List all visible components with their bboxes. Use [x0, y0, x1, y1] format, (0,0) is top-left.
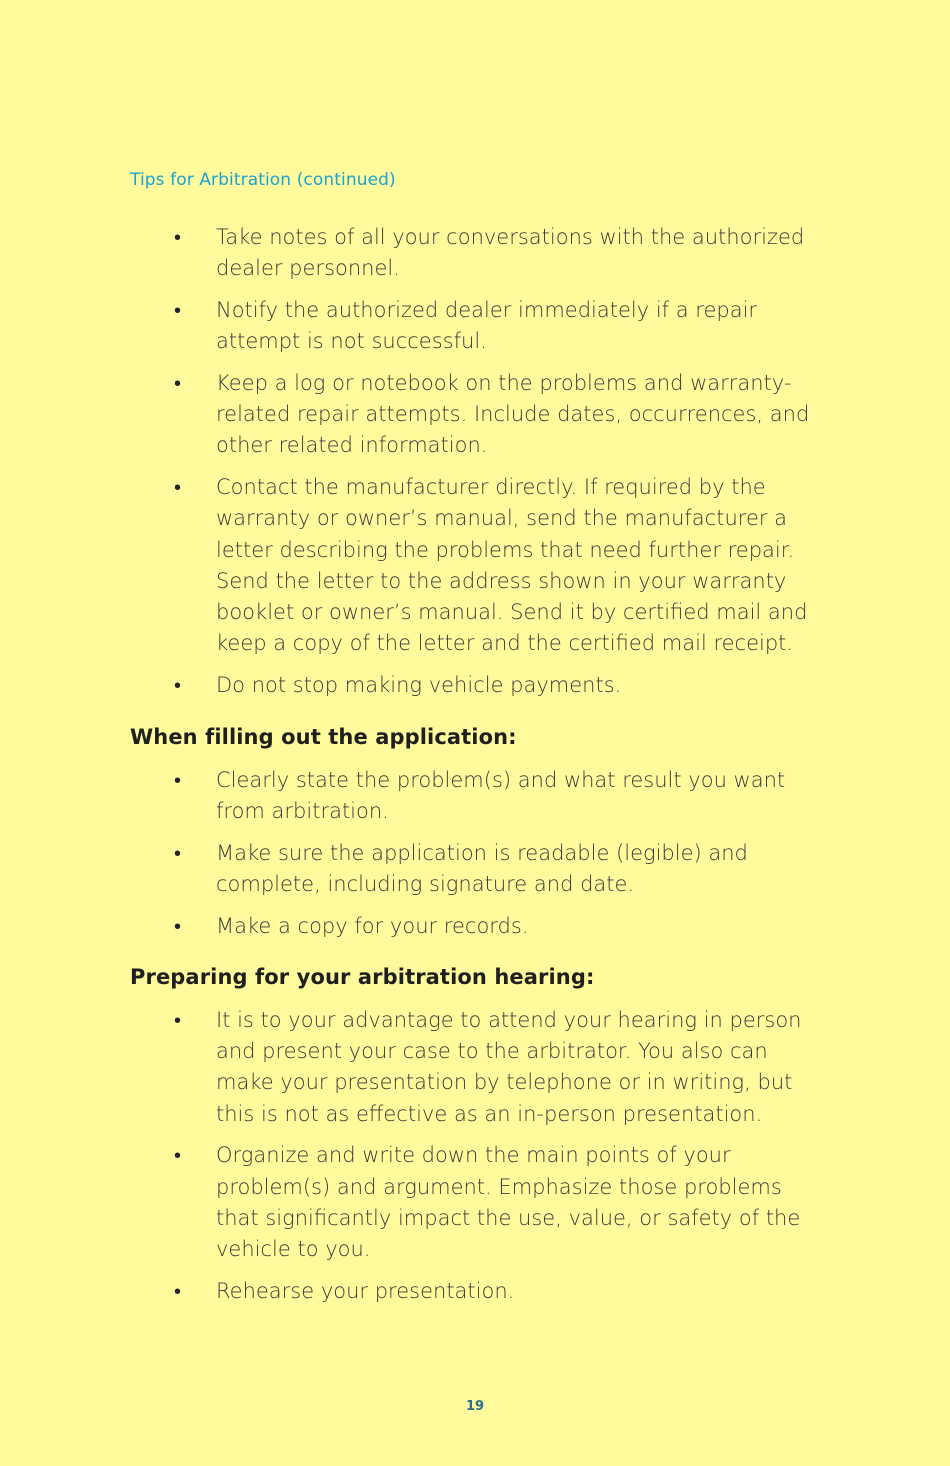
list-item	[130, 911, 820, 942]
bullet-icon: •	[174, 225, 182, 249]
bullet-text: Take notes of all your conversations with the authorized dealer personnel.	[216, 225, 805, 281]
bullet-text: Notify the authorized dealer immediately if a repair attempt is not successful.	[216, 298, 758, 354]
bullet-icon: •	[174, 673, 182, 698]
page-number: 19	[465, 1399, 485, 1414]
bullet-icon: •	[174, 475, 182, 500]
bullet-text: Contact the manufacturer directly. If required by the warranty or owner’s manual, send the manufacturer a letter describing the problems that need further repair. Send the letter to the address shown in your warranty booklet or owner’s manual. Send it by certified mail and keep a copy of the letter and the certified mail receipt.	[216, 475, 808, 656]
bullet-icon: •	[174, 371, 182, 395]
intro-bullet-list	[130, 222, 820, 701]
bullet-icon: •	[174, 1008, 182, 1032]
bullet-text: Clearly state the problem(s) and what result you want from arbitration.	[216, 768, 786, 824]
list-item	[130, 765, 820, 827]
bullet-icon: •	[174, 914, 182, 938]
list-item	[130, 838, 820, 900]
hearing-heading: Preparing for your arbitration hearing:	[130, 965, 595, 989]
bullet-text: Make a copy for your records.	[216, 914, 529, 938]
list-item	[130, 295, 820, 357]
list-item	[130, 670, 820, 701]
list-item	[130, 1276, 820, 1307]
bullet-text: Rehearse your presentation.	[216, 1278, 515, 1303]
bullet-icon: •	[174, 1143, 182, 1168]
list-item	[130, 368, 820, 462]
application-heading: When filling out the application:	[130, 725, 517, 749]
bullet-text: It is to your advantage to attend your hearing in person and present your case to the arbitrator. You also can make your presentation by telephone or in writing, but this is not as effective as an in-person presentation.	[216, 1008, 802, 1126]
list-item	[130, 222, 820, 284]
hearing-bullet-list	[130, 1005, 820, 1307]
list-item	[130, 1140, 820, 1265]
bullet-icon: •	[174, 298, 182, 322]
bullet-text: Organize and write down the main points of your problem(s) and argument. Emphasize those problems that significantly impact the use, value, or safety of the vehicle to you.	[216, 1143, 801, 1262]
application-bullet-list	[130, 765, 820, 942]
bullet-text: Keep a log or notebook on the problems and warranty-related repair attempts. Include dates, occurrences, and other related information.	[216, 371, 810, 458]
bullet-icon: •	[174, 768, 182, 792]
bullet-icon: •	[174, 841, 182, 865]
list-item	[130, 1005, 820, 1130]
bullet-text: Make sure the application is readable (legible) and complete, including signature and date.	[216, 841, 748, 897]
running-head: Tips for Arbitration (continued)	[130, 170, 396, 190]
list-item	[130, 472, 820, 659]
bullet-text: Do not stop making vehicle payments.	[216, 673, 622, 698]
bullet-icon: •	[174, 1278, 182, 1303]
